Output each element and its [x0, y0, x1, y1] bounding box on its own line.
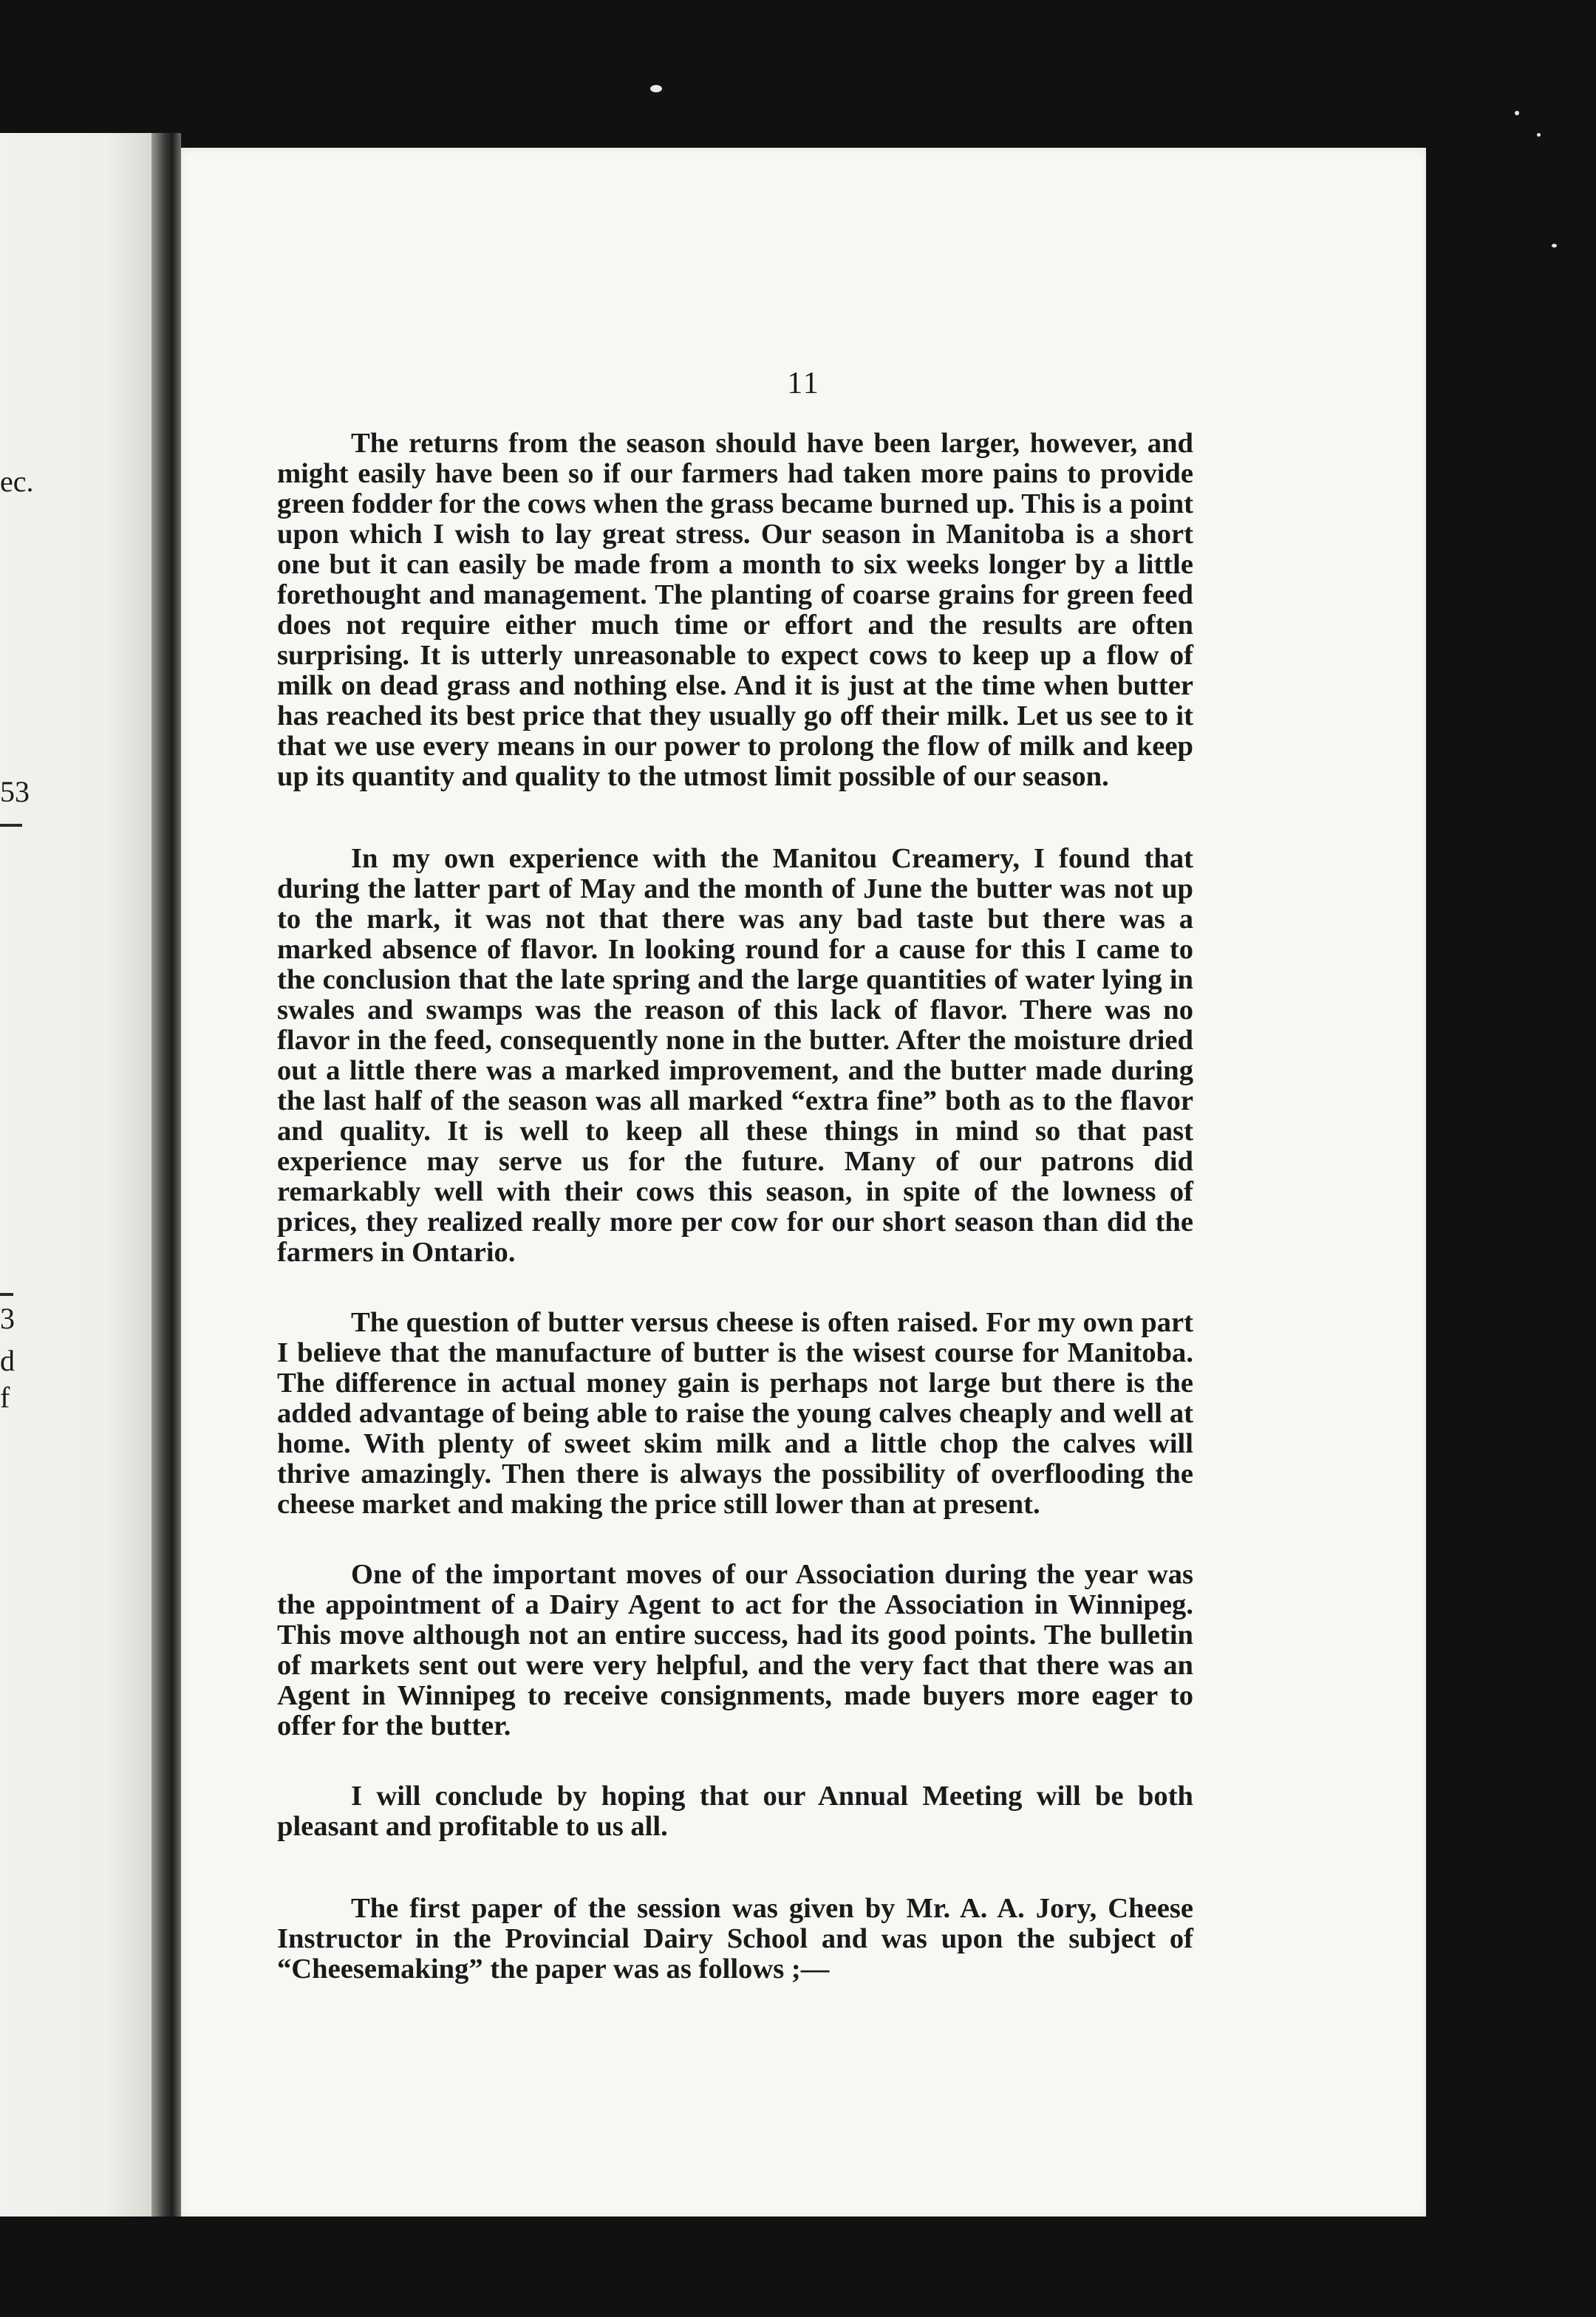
paragraph-gap: [277, 792, 1193, 844]
left-page-fragment: d: [0, 1344, 15, 1377]
body-text: [277, 429, 1193, 1985]
paragraph: The first paper of the session was given by Mr. A. A. Jory, Cheese Instructor in the Provincial Dairy School and was upon the subject of “Cheesemaking” the paper was as follows ;—: [277, 1893, 1193, 1985]
document-page: [181, 148, 1426, 2217]
rule-mark: [0, 824, 22, 827]
paragraph: In my own experience with the Manitou Creamery, I found that during the latter part of May and the month of June the butter was not up to the mark, it was not that there was any bad taste but there was a marked absence of flavor. In looking round for a cause for this I came to the conclusion that the late spring and the large quantities of water lying in swales and swamps was the reason of this lack of flavor. There was no flavor in the feed, consequently none in the butter. After the moisture dried out a little there was a marked improvement, and the butter made during the last half of the season was all marked “extra fine” both as to the flavor and quality. It is well to keep all these things in mind so that past experience may serve us for the future. Many of our patrons did remarkably well with their cows this season, in spite of the lowness of prices, they realized really more per cow for our short season than did the farmers in Ontario.: [277, 843, 1193, 1268]
paragraph: I will conclude by hoping that our Annual Meeting will be both pleasant and profitable to us all.: [277, 1781, 1193, 1842]
left-page-fragment: 53: [0, 775, 30, 808]
left-page-fragment: ec.: [0, 465, 34, 498]
rule-mark: [0, 1293, 13, 1296]
left-page-fragment: f: [0, 1381, 10, 1414]
paragraph-gap: [277, 1842, 1193, 1894]
page-number: 11: [787, 366, 820, 400]
left-page-fragment: 3: [0, 1302, 15, 1335]
paragraph-gap: [277, 1268, 1193, 1308]
paragraph: The question of butter versus cheese is often raised. For my own part I believe that the manufacture of butter is the wisest course for Manitoba. The difference in actual money gain is perhaps not large but there is the added advantage of being able to raise the young calves cheaply and well at home. With plenty of sweet skim milk and a little chop the calves will thrive amazingly. Then there is always the possibility of overflooding the cheese market and making the price still lower than at present.: [277, 1307, 1193, 1520]
paragraph-gap: [277, 1741, 1193, 1781]
scan-speck: [1537, 133, 1541, 137]
previous-page-edge: [0, 133, 151, 2217]
paragraph: One of the important moves of our Association during the year was the appointment of a Dairy Agent to act for the Association in Winnipeg. This move although not an entire success, had its good points. The bulletin of markets sent out were very helpful, and the very fact that there was an Agent in Winnipeg to receive consignments, made buyers more eager to offer for the butter.: [277, 1559, 1193, 1741]
page-gutter: [151, 133, 181, 2217]
paragraph: The returns from the season should have been larger, however, and might easily have been so if our farmers had taken more pains to provide green fodder for the cows when the grass became burned up. This is a point upon which I wish to lay great stress. Our season in Manitoba is a short one but it can easily be made from a month to six weeks longer by a little forethought and management. The planting of coarse grains for green feed does not require either much time or effort and the results are often surprising. It is utterly unreasonable to expect cows to keep up a flow of milk on dead grass and nothing else. And it is just at the time when butter has reached its best price that they usually go off their milk. Let us see to it that we use every means in our power to prolong the flow of milk and keep up its quantity and quality to the utmost limit possible of our season.: [277, 428, 1193, 792]
scan-speck: [1552, 244, 1557, 248]
paragraph-gap: [277, 1520, 1193, 1560]
scan-speck: [650, 85, 662, 92]
scan-speck: [1515, 111, 1519, 115]
